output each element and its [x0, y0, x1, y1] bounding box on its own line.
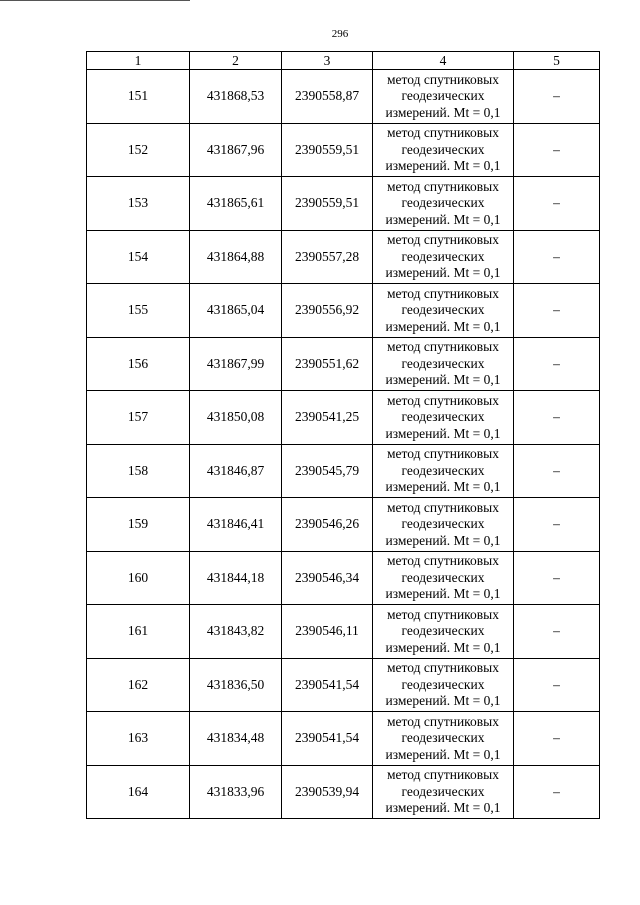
- table-row: [87, 391, 600, 445]
- coord-x: 431844,18: [190, 551, 282, 605]
- table-row: [87, 177, 600, 231]
- point-number: 157: [87, 391, 190, 445]
- method-description: метод спутниковых геодезических измерений. Mt = 0,1: [373, 712, 514, 766]
- coord-x: 431850,08: [190, 391, 282, 445]
- coord-x: 431843,82: [190, 605, 282, 659]
- col-5-value: –: [514, 551, 600, 605]
- coord-x: 431868,53: [190, 70, 282, 124]
- point-number: 153: [87, 177, 190, 231]
- table-row: [87, 70, 600, 124]
- coord-y: 2390546,26: [282, 498, 373, 552]
- coord-y: 2390559,51: [282, 123, 373, 177]
- col-5-value: –: [514, 230, 600, 284]
- table-row: [87, 712, 600, 766]
- col-5-value: –: [514, 712, 600, 766]
- point-number: 160: [87, 551, 190, 605]
- coord-x: 431833,96: [190, 765, 282, 819]
- method-description: метод спутниковых геодезических измерений. Mt = 0,1: [373, 444, 514, 498]
- col-5-value: –: [514, 391, 600, 445]
- method-description: метод спутниковых геодезических измерений. Mt = 0,1: [373, 658, 514, 712]
- point-number: 161: [87, 605, 190, 659]
- point-number: 159: [87, 498, 190, 552]
- page-number: 296: [331, 28, 349, 40]
- col-5-value: –: [514, 765, 600, 819]
- coord-x: 431864,88: [190, 230, 282, 284]
- table-row: [87, 230, 600, 284]
- coord-x: 431846,41: [190, 498, 282, 552]
- coordinates-table: [86, 51, 600, 819]
- table-row: [87, 765, 600, 819]
- method-description: метод спутниковых геодезических измерений. Mt = 0,1: [373, 498, 514, 552]
- coord-y: 2390546,11: [282, 605, 373, 659]
- point-number: 156: [87, 337, 190, 391]
- point-number: 164: [87, 765, 190, 819]
- method-description: метод спутниковых геодезических измерений. Mt = 0,1: [373, 765, 514, 819]
- table-row: [87, 658, 600, 712]
- coord-x: 431865,61: [190, 177, 282, 231]
- coord-y: 2390545,79: [282, 444, 373, 498]
- coord-y: 2390557,28: [282, 230, 373, 284]
- point-number: 151: [87, 70, 190, 124]
- method-description: метод спутниковых геодезических измерений. Mt = 0,1: [373, 284, 514, 338]
- method-description: метод спутниковых геодезических измерений. Mt = 0,1: [373, 391, 514, 445]
- coord-x: 431867,99: [190, 337, 282, 391]
- header-col-2: 2: [190, 52, 282, 70]
- col-5-value: –: [514, 123, 600, 177]
- method-description: метод спутниковых геодезических измерений. Mt = 0,1: [373, 551, 514, 605]
- header-row: [87, 52, 600, 70]
- col-5-value: –: [514, 70, 600, 124]
- header-col-1: 1: [87, 52, 190, 70]
- coord-y: 2390541,25: [282, 391, 373, 445]
- col-5-value: –: [514, 337, 600, 391]
- method-description: метод спутниковых геодезических измерений. Mt = 0,1: [373, 123, 514, 177]
- coord-y: 2390556,92: [282, 284, 373, 338]
- header-col-4: 4: [373, 52, 514, 70]
- col-5-value: –: [514, 177, 600, 231]
- point-number: 155: [87, 284, 190, 338]
- coord-y: 2390541,54: [282, 712, 373, 766]
- method-description: метод спутниковых геодезических измерений. Mt = 0,1: [373, 605, 514, 659]
- col-5-value: –: [514, 605, 600, 659]
- method-description: метод спутниковых геодезических измерений. Mt = 0,1: [373, 70, 514, 124]
- coord-y: 2390558,87: [282, 70, 373, 124]
- point-number: 154: [87, 230, 190, 284]
- table-row: [87, 551, 600, 605]
- coord-y: 2390559,51: [282, 177, 373, 231]
- header-col-5: 5: [514, 52, 600, 70]
- table-row: [87, 284, 600, 338]
- point-number: 158: [87, 444, 190, 498]
- method-description: метод спутниковых геодезических измерений. Mt = 0,1: [373, 230, 514, 284]
- coord-x: 431846,87: [190, 444, 282, 498]
- top-rule: [0, 0, 190, 1]
- table-row: [87, 444, 600, 498]
- coord-y: 2390551,62: [282, 337, 373, 391]
- point-number: 152: [87, 123, 190, 177]
- table-row: [87, 498, 600, 552]
- method-description: метод спутниковых геодезических измерений. Mt = 0,1: [373, 177, 514, 231]
- method-description: метод спутниковых геодезических измерений. Mt = 0,1: [373, 337, 514, 391]
- col-5-value: –: [514, 284, 600, 338]
- col-5-value: –: [514, 498, 600, 552]
- coord-y: 2390546,34: [282, 551, 373, 605]
- col-5-value: –: [514, 444, 600, 498]
- coord-y: 2390541,54: [282, 658, 373, 712]
- coord-x: 431865,04: [190, 284, 282, 338]
- point-number: 163: [87, 712, 190, 766]
- coord-x: 431836,50: [190, 658, 282, 712]
- table-row: [87, 123, 600, 177]
- table-row: [87, 605, 600, 659]
- header-col-3: 3: [282, 52, 373, 70]
- point-number: 162: [87, 658, 190, 712]
- coord-y: 2390539,94: [282, 765, 373, 819]
- col-5-value: –: [514, 658, 600, 712]
- coord-x: 431867,96: [190, 123, 282, 177]
- table-row: [87, 337, 600, 391]
- coord-x: 431834,48: [190, 712, 282, 766]
